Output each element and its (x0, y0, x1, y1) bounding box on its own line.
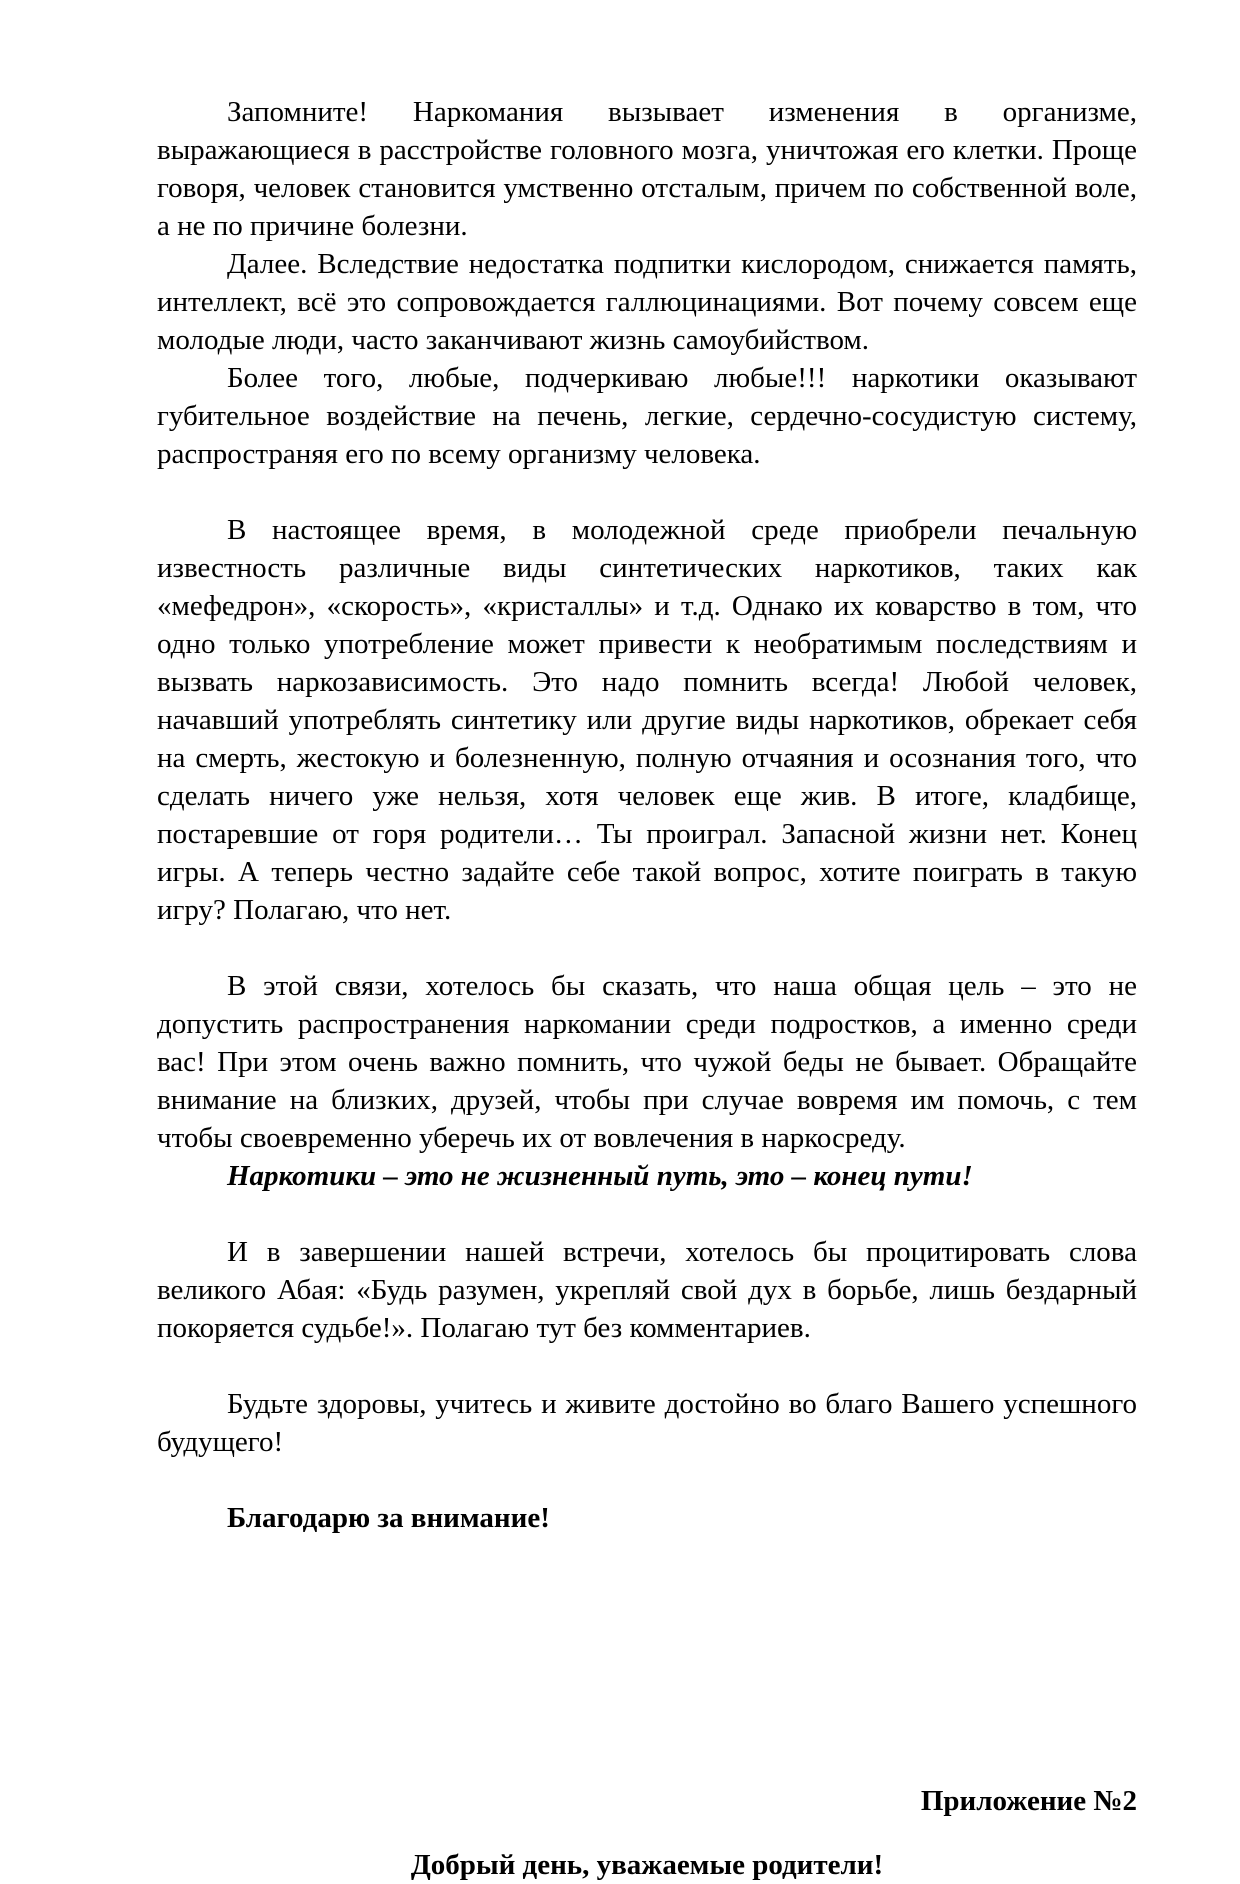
paragraph-common-goal: В этой связи, хотелось бы сказать, что наша общая цель – это не допустить распространения наркомании среди подростков, а именно среди вас! При этом очень важно помнить, что чужой беды не бывает. Обращайте внимание на близких, друзей, чтобы при случае вовремя им помочь, с тем чтобы своевременно уберечь их от вовлечения в наркосреду. (157, 970, 1137, 1154)
paragraph-any-drugs-harm: Более того, любые, подчеркиваю любые!!! наркотики оказывают губительное воздействие на печень, легкие, сердечно-сосудистую систему, распространяя его по всему организму человека. (157, 362, 1137, 470)
paragraph-abai-quote: И в завершении нашей встречи, хотелось бы процитировать слова великого Абая: «Будь разумен, укрепляй свой дух в борьбе, лишь бездарный покоряется судьбе!». Полагаю тут без комментариев. (157, 1236, 1137, 1344)
paragraph-oxygen-memory: Далее. Вследствие недостатка подпитки кислородом, снижается память, интеллект, всё это сопровождается галлюцинациями. Вот почему совсем еще молодые люди, часто заканчивают жизнь самоубийством. (157, 248, 1137, 356)
closing-thanks-line: Благодарю за внимание! (227, 1502, 550, 1534)
paragraph-remember-warning: Запомните! Наркомания вызывает изменения в организме, выражающиеся в расстройстве головного мозга, уничтожая его клетки. Проще говоря, человек становится умственно отсталым, причем по собственной воле, а не по причине болезни. (157, 96, 1137, 242)
greeting-parents-heading: Добрый день, уважаемые родители! (410, 1849, 884, 1881)
paragraph-synthetic-drugs: В настоящее время, в молодежной среде приобрели печальную известность различные виды синтетических наркотиков, таких как «мефедрон», «скорость», «кристаллы» и т.д. Однако их коварство в том, что одно только употребление может привести к необратимым последствиям и вызвать наркозависимость. Это надо помнить всегда! Любой человек, начавший употреблять синтетику или другие виды наркотиков, обрекает себя на смерть, жестокую и болезненную, полную отчаяния и осознания того, что сделать ничего уже нельзя, хотя человек еще жив. В итоге, кладбище, постаревшие от горя родители… Ты проиграл. Запасной жизни нет. Конец игры. А теперь честно задайте себе такой вопрос, хотите поиграть в такую игру? Полагаю, что нет. (157, 514, 1137, 926)
slogan-drugs-end-of-road: Наркотики – это не жизненный путь, это – конец пути! (227, 1160, 973, 1192)
appendix-number-label: Приложение №2 (920, 1785, 1137, 1817)
paragraph-be-healthy: Будьте здоровы, учитесь и живите достойно во благо Вашего успешного будущего! (157, 1388, 1137, 1458)
